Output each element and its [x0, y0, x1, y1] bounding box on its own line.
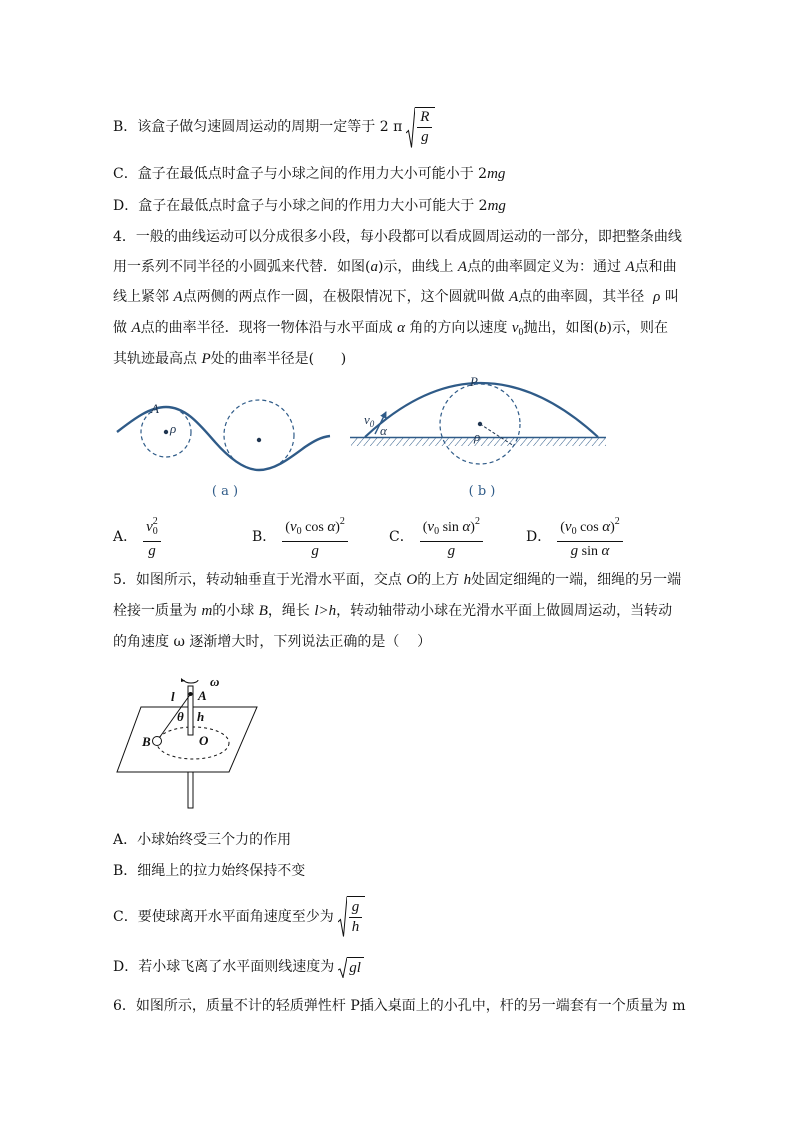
math-symbol: mg	[487, 198, 506, 214]
text-run: C．盒子在最低点时盒子与小球之间的作用力大小可能小于 2	[113, 166, 488, 182]
math-symbol: A	[131, 320, 141, 336]
denominator	[145, 542, 159, 560]
math-symbol: h	[463, 572, 472, 588]
text-run: (	[285, 519, 290, 535]
radius-label: ρ	[170, 421, 177, 436]
superscript: 2	[339, 515, 345, 527]
math-symbol: h	[351, 918, 360, 935]
text-run: 点的曲率半径．现将一物体沿与水平面成	[140, 320, 398, 336]
subscript: 0	[152, 525, 158, 537]
option-text	[113, 957, 334, 977]
text-run: 4．一般的曲线运动可以分成很多小段，每小段都可以看成圆周运动的一部分，即把整条曲线	[113, 229, 682, 245]
projectile-trajectory	[365, 383, 598, 437]
figure-b	[350, 374, 606, 499]
q5-stem-line	[113, 601, 672, 621]
math-symbol: A	[457, 259, 468, 275]
subscript: 0	[434, 525, 440, 537]
subscript: 0	[296, 525, 302, 537]
numerator	[557, 513, 623, 542]
square-root	[406, 107, 435, 148]
text-run: )	[335, 519, 340, 535]
circle-center-dot	[164, 430, 168, 434]
q4-stem-line	[113, 349, 346, 369]
rotating-shaft-figure	[110, 668, 270, 813]
q3-option-d	[113, 196, 506, 216]
q4-stem-line	[113, 257, 677, 277]
q3-option-c	[113, 164, 505, 184]
denominator	[445, 542, 459, 560]
ball-label: B	[142, 734, 151, 749]
text-run: sin	[439, 519, 463, 535]
center-label: O	[199, 733, 209, 748]
text-run: sin	[578, 543, 602, 559]
text-run: B．细绳上的拉力始终保持不变	[113, 863, 306, 879]
velocity-subscript: 0	[369, 419, 375, 429]
subscript: 0	[518, 327, 524, 338]
text-run: )示，曲线上	[377, 259, 458, 275]
math-symbol: B	[258, 603, 268, 619]
math-symbol: mg	[487, 166, 506, 182]
peak-p-label: P	[470, 374, 478, 389]
superscript: 2	[152, 515, 158, 527]
text-run: 6．如图所示，质量不计的轻质弹性杆 P插入桌面上的小孔中，杆的另一端套有一个质量为 m	[113, 998, 686, 1014]
fraction	[282, 513, 348, 560]
angle-label: θ	[177, 709, 184, 724]
superscript: 2	[614, 515, 620, 527]
text-run: 的上方	[417, 572, 464, 588]
ball	[153, 737, 162, 746]
math-symbol: v	[564, 518, 572, 535]
math-symbol: m	[201, 603, 213, 619]
text-run: (	[422, 519, 428, 535]
math-symbol: α	[601, 542, 610, 559]
text-run: cos	[301, 519, 328, 535]
text-run: A．小球始终受三个力的作用	[113, 832, 292, 848]
radicand	[347, 896, 366, 937]
text-run: 的小球	[212, 603, 259, 619]
text-run: 点和曲	[634, 259, 677, 275]
velocity-label	[364, 412, 375, 429]
denominator	[418, 128, 432, 146]
denominator	[349, 918, 363, 936]
math-symbol: g	[351, 898, 360, 915]
text-run: 角的方向以速度	[404, 320, 512, 336]
numerator	[420, 513, 483, 542]
math-symbol: v	[511, 320, 519, 336]
q4-stem-line	[113, 227, 682, 247]
option-label: B．	[252, 529, 277, 545]
text-run: B．该盒子做匀速圆周运动的周期一定等于 2 π	[113, 119, 403, 135]
math-symbol: g	[421, 129, 429, 145]
fraction	[417, 109, 432, 146]
math-symbol: P	[201, 351, 211, 367]
math-symbol: v	[427, 518, 435, 535]
omega-label: ω	[210, 674, 220, 689]
figure-b-caption: ( b )	[468, 484, 496, 499]
text-run: cos	[576, 519, 603, 535]
text-run: 点的曲率圆，其半径	[518, 289, 654, 305]
subscript: 0	[571, 525, 577, 537]
q3-option-b	[113, 106, 435, 148]
option-text	[113, 117, 402, 137]
option-label: D．	[526, 529, 552, 545]
q4-option-b	[252, 515, 348, 559]
q5-stem-line	[113, 570, 681, 590]
math-symbol: α	[462, 518, 471, 535]
text-run: 栓接一质量为	[113, 603, 202, 619]
point-a-label: A	[198, 688, 207, 703]
option-label: A．	[113, 529, 138, 545]
denominator	[308, 542, 322, 560]
radical-sign-icon	[338, 896, 347, 937]
q4-option-d	[526, 515, 623, 559]
text-run: )	[470, 519, 475, 535]
angle-label: α	[380, 423, 387, 438]
fraction	[143, 513, 161, 560]
q4-stem-line	[113, 318, 668, 338]
numerator	[349, 899, 363, 918]
q5-option-c	[113, 896, 365, 937]
math-symbol: g	[311, 542, 319, 559]
math-symbol: g	[447, 542, 456, 559]
text-run: 抛出，如图(	[523, 320, 599, 336]
text-run: (	[560, 519, 565, 535]
radical-sign-icon	[406, 107, 415, 148]
horizontal-plane	[117, 707, 257, 772]
math-symbol: g	[148, 542, 156, 559]
math-symbol: v	[146, 518, 153, 535]
text-run: 叫	[660, 289, 679, 305]
math-symbol: α	[327, 518, 336, 535]
math-symbol: g	[570, 542, 579, 559]
text-run: 处的曲率半径是( )	[210, 351, 347, 367]
square-root	[338, 896, 366, 937]
radicand	[347, 957, 364, 978]
shaft-lower	[188, 772, 193, 808]
curvature-figures	[110, 374, 610, 505]
math-symbol: R	[420, 109, 430, 125]
q4-option-c	[389, 515, 483, 559]
text-run: ，绳长	[267, 603, 315, 619]
denominator	[568, 542, 613, 560]
velocity-symbol: v	[364, 412, 370, 427]
q5-option-b	[113, 861, 305, 881]
math-symbol: O	[406, 572, 418, 588]
q5-option-d	[113, 956, 364, 978]
text-run: 点的曲率圆定义为：通过	[467, 259, 626, 275]
text-run: )示，则在	[606, 320, 668, 336]
superscript: 2	[474, 515, 480, 527]
q5-stem-line	[113, 632, 431, 652]
math-symbol: gl	[349, 959, 361, 976]
q4-option-a	[113, 515, 161, 559]
text-run: )	[610, 519, 615, 535]
text-run: 5．如图所示，转动轴垂直于光滑水平面，交点	[113, 572, 407, 588]
rotation-arrow-icon	[184, 680, 198, 683]
option-label: C．	[389, 529, 414, 545]
text-run: ，转动轴带动小球在光滑水平面上做圆周运动，当转动	[336, 603, 673, 619]
text-run: 其轨迹最高点	[113, 351, 202, 367]
text-run: 点两侧的两点作一圆，在极限情况下，这个圆就叫做	[182, 289, 510, 305]
q6-stem-line	[113, 996, 686, 1016]
math-symbol: α	[602, 518, 611, 535]
math-symbol: l>h	[314, 603, 337, 619]
q4-stem-line	[113, 287, 679, 307]
text-run: 线上紧邻	[113, 289, 174, 305]
numerator	[282, 513, 348, 542]
q5-option-a	[113, 830, 291, 850]
numerator	[143, 513, 161, 542]
math-symbol: A	[625, 259, 635, 275]
circle-center-dot	[257, 438, 261, 442]
text-run: D．盒子在最低点时盒子与小球之间的作用力大小可能大于 2	[113, 198, 488, 214]
text-run: 的角速度 ω 逐渐增大时，下列说法正确的是（ ）	[113, 634, 432, 650]
text-run: C．要使球离开水平面角速度至少为	[113, 908, 334, 925]
math-symbol: α	[397, 320, 405, 336]
option-text	[113, 907, 334, 927]
height-label: h	[197, 709, 205, 724]
math-symbol: A	[173, 289, 183, 305]
math-symbol: a	[370, 259, 378, 275]
text-run: 用一系列不同半径的小圆弧来代替．如图(	[113, 259, 371, 275]
square-root	[338, 957, 364, 978]
math-symbol: v	[289, 518, 297, 535]
numerator	[417, 109, 432, 128]
rope-length-label: l	[171, 689, 175, 704]
radical-sign-icon	[338, 957, 347, 978]
figure-a	[117, 400, 330, 499]
text-run: 做	[113, 320, 132, 336]
fixed-point-dot	[189, 692, 193, 696]
fraction	[557, 513, 623, 560]
math-symbol: ρ	[653, 289, 661, 305]
point-a-label: A	[151, 401, 159, 416]
text-run: D．若小球飞离了水平面则线速度为	[113, 959, 335, 975]
math-symbol: b	[599, 320, 607, 336]
radicand	[415, 107, 435, 148]
wavy-curve	[117, 407, 330, 470]
math-symbol: A	[509, 289, 519, 305]
radius-label: ρ	[474, 429, 481, 444]
text-run: 处固定细绳的一端，细绳的另一端	[471, 572, 682, 588]
figure-a-caption: ( a )	[211, 484, 239, 499]
fraction	[349, 899, 363, 936]
fraction	[420, 513, 483, 560]
